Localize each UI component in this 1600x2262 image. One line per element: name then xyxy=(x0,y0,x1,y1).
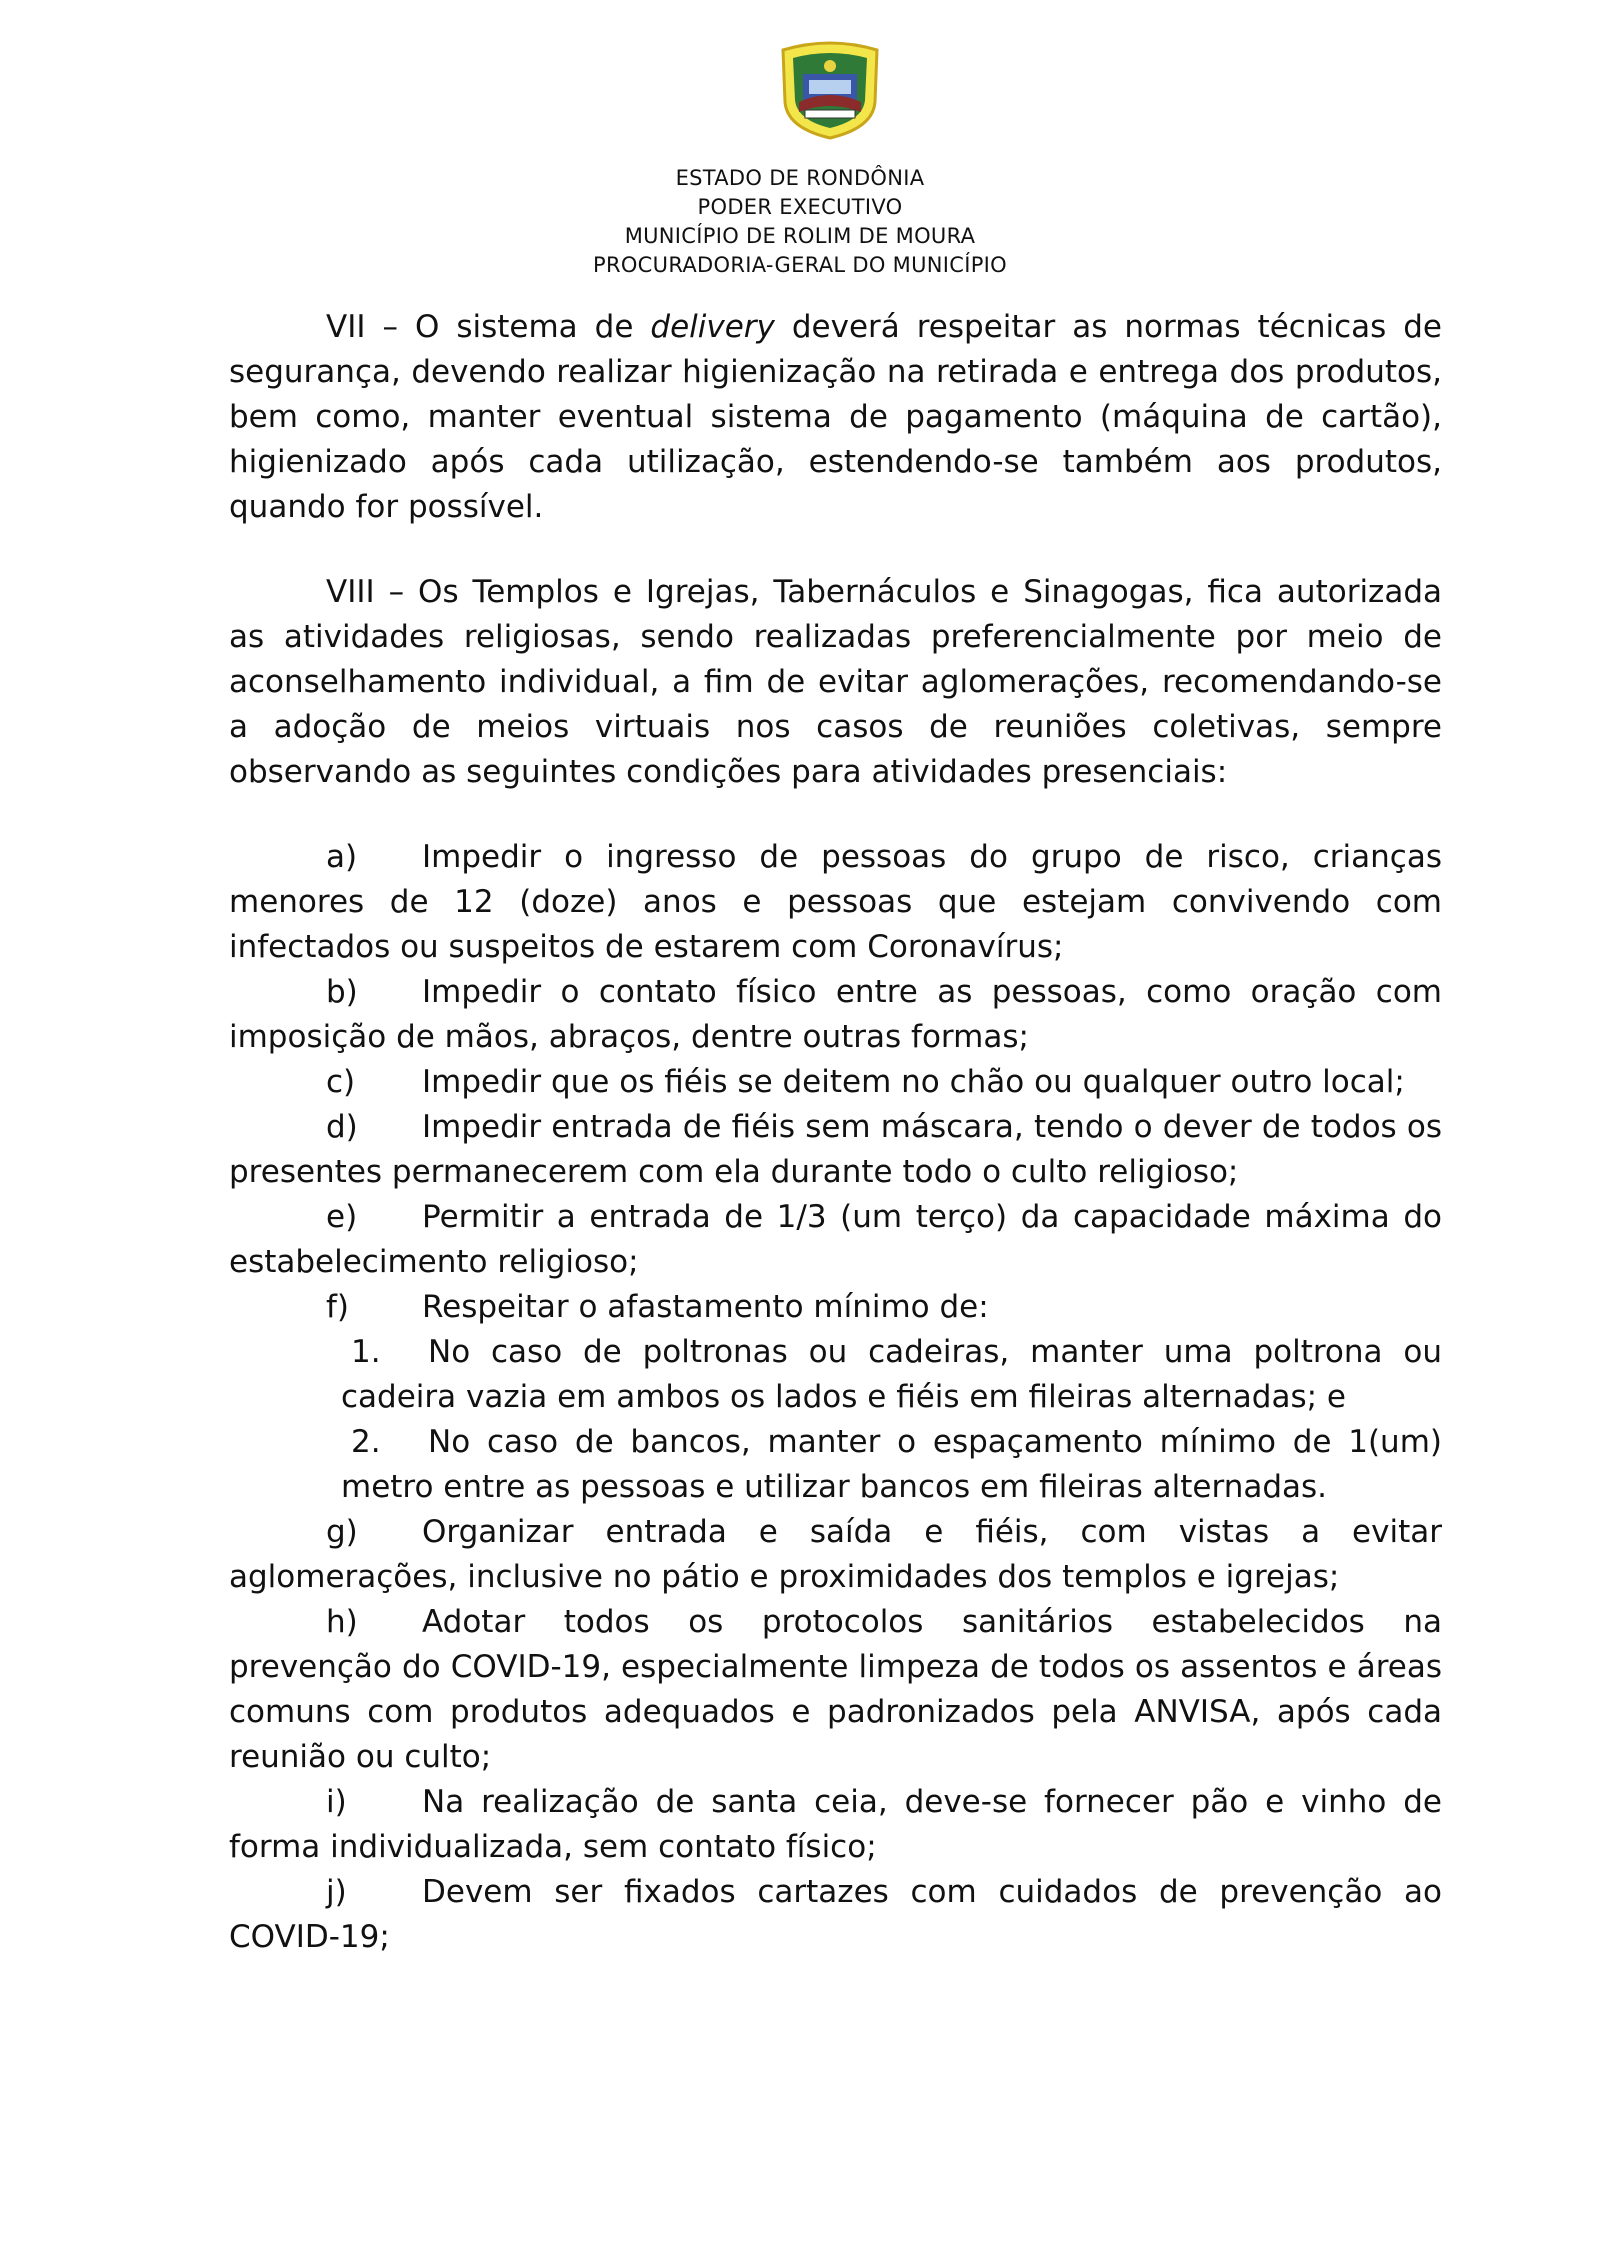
list-item-label: a) xyxy=(326,839,358,875)
list-item-label: f) xyxy=(326,1289,350,1325)
list-item-h xyxy=(229,1600,1442,1780)
list-item-label: j) xyxy=(326,1874,347,1910)
list-item-label: e) xyxy=(326,1199,358,1235)
paragraph-vii xyxy=(229,305,1442,530)
list-item-label: h) xyxy=(326,1604,358,1640)
sub-item-label: 1. xyxy=(351,1334,381,1370)
paragraph-vii-italic-term: delivery xyxy=(650,309,775,345)
list-item-text: Na realização de santa ceia, deve-se fornecer pão e vinho de forma individualizada, sem contato físico; xyxy=(229,1784,1442,1865)
list-item-label: g) xyxy=(326,1514,358,1550)
municipal-coat-of-arms-icon xyxy=(775,40,885,140)
header-state: ESTADO DE RONDÔNIA xyxy=(675,166,925,190)
paragraph-viii: VIII – Os Templos e Igrejas, Tabernáculos e Sinagogas, fica autorizada as atividades religiosas, sendo realizadas preferencialmente por meio de aconselhamento individual, a fim de evitar aglomerações, recomendando-se a adoção de meios virtuais nos casos de reuniões coletivas, sempre observando as seguintes condições para atividades presenciais: xyxy=(229,574,1442,790)
list-item-d xyxy=(229,1105,1442,1195)
list-item-text: Organizar entrada e saída e fiéis, com vistas a evitar aglomerações, inclusive no pátio e proximidades dos templos e igrejas; xyxy=(229,1514,1442,1595)
list-item-g xyxy=(229,1510,1442,1600)
sub-item-1 xyxy=(341,1330,1442,1420)
document-body xyxy=(229,305,1442,1960)
list-item-text: Adotar todos os protocolos sanitários estabelecidos na prevenção do COVID-19, especialmente limpeza de todos os assentos e áreas comuns com produtos adequados e padronizados pela ANVISA, após cada reunião ou culto; xyxy=(229,1604,1442,1775)
list-item-text: Impedir que os fiéis se deitem no chão ou qualquer outro local; xyxy=(422,1064,1405,1100)
paragraph-vii-text-start: VII – O sistema de xyxy=(326,309,651,345)
list-item-f xyxy=(229,1285,1442,1330)
sub-item-2 xyxy=(341,1420,1442,1510)
list-item-text: Impedir o contato físico entre as pessoas, como oração com imposição de mãos, abraços, dentre outras formas; xyxy=(229,974,1442,1055)
list-item-text: Devem ser fixados cartazes com cuidados de prevenção ao COVID-19; xyxy=(229,1874,1442,1955)
list-item-text: Respeitar o afastamento mínimo de: xyxy=(422,1289,989,1325)
list-item-label: c) xyxy=(326,1064,356,1100)
list-item-text: Impedir entrada de fiéis sem máscara, tendo o dever de todos os presentes permanecerem com ela durante todo o culto religioso; xyxy=(229,1109,1442,1190)
sub-item-text: No caso de poltronas ou cadeiras, manter uma poltrona ou cadeira vazia em ambos os lados e fiéis em fileiras alternadas; e xyxy=(341,1334,1442,1415)
paragraph-vii-text-end: deverá respeitar as normas técnicas de segurança, devendo realizar higienização na retirada e entrega dos produtos, bem como, manter eventual sistema de pagamento (máquina de cartão), higienizado após cada utilização, estendendo-se também aos produtos, quando for possível. xyxy=(229,309,1443,525)
list-item-label: i) xyxy=(326,1784,347,1820)
list-item-text: Permitir a entrada de 1/3 (um terço) da capacidade máxima do estabelecimento religioso; xyxy=(229,1199,1442,1280)
list-item-e xyxy=(229,1195,1442,1285)
list-item-label: b) xyxy=(326,974,358,1010)
header-branch: PODER EXECUTIVO xyxy=(697,195,903,219)
list-item-b xyxy=(229,970,1442,1060)
list-item-text: Impedir o ingresso de pessoas do grupo de risco, crianças menores de 12 (doze) anos e pessoas que estejam convivendo com infectados ou suspeitos de estarem com Coronavírus; xyxy=(229,839,1442,965)
list-item-i xyxy=(229,1780,1442,1870)
header-municipality: MUNICÍPIO DE ROLIM DE MOURA xyxy=(624,224,976,248)
header-office: PROCURADORIA-GERAL DO MUNICÍPIO xyxy=(593,253,1007,277)
list-item-label: d) xyxy=(326,1109,358,1145)
sub-item-text: No caso de bancos, manter o espaçamento mínimo de 1(um) metro entre as pessoas e utilizar bancos em fileiras alternadas. xyxy=(341,1424,1442,1505)
list-item-a xyxy=(229,835,1442,970)
list-item-c xyxy=(229,1060,1442,1105)
list-item-j xyxy=(229,1870,1442,1960)
sub-item-label: 2. xyxy=(351,1424,381,1460)
document-header xyxy=(0,164,1600,280)
